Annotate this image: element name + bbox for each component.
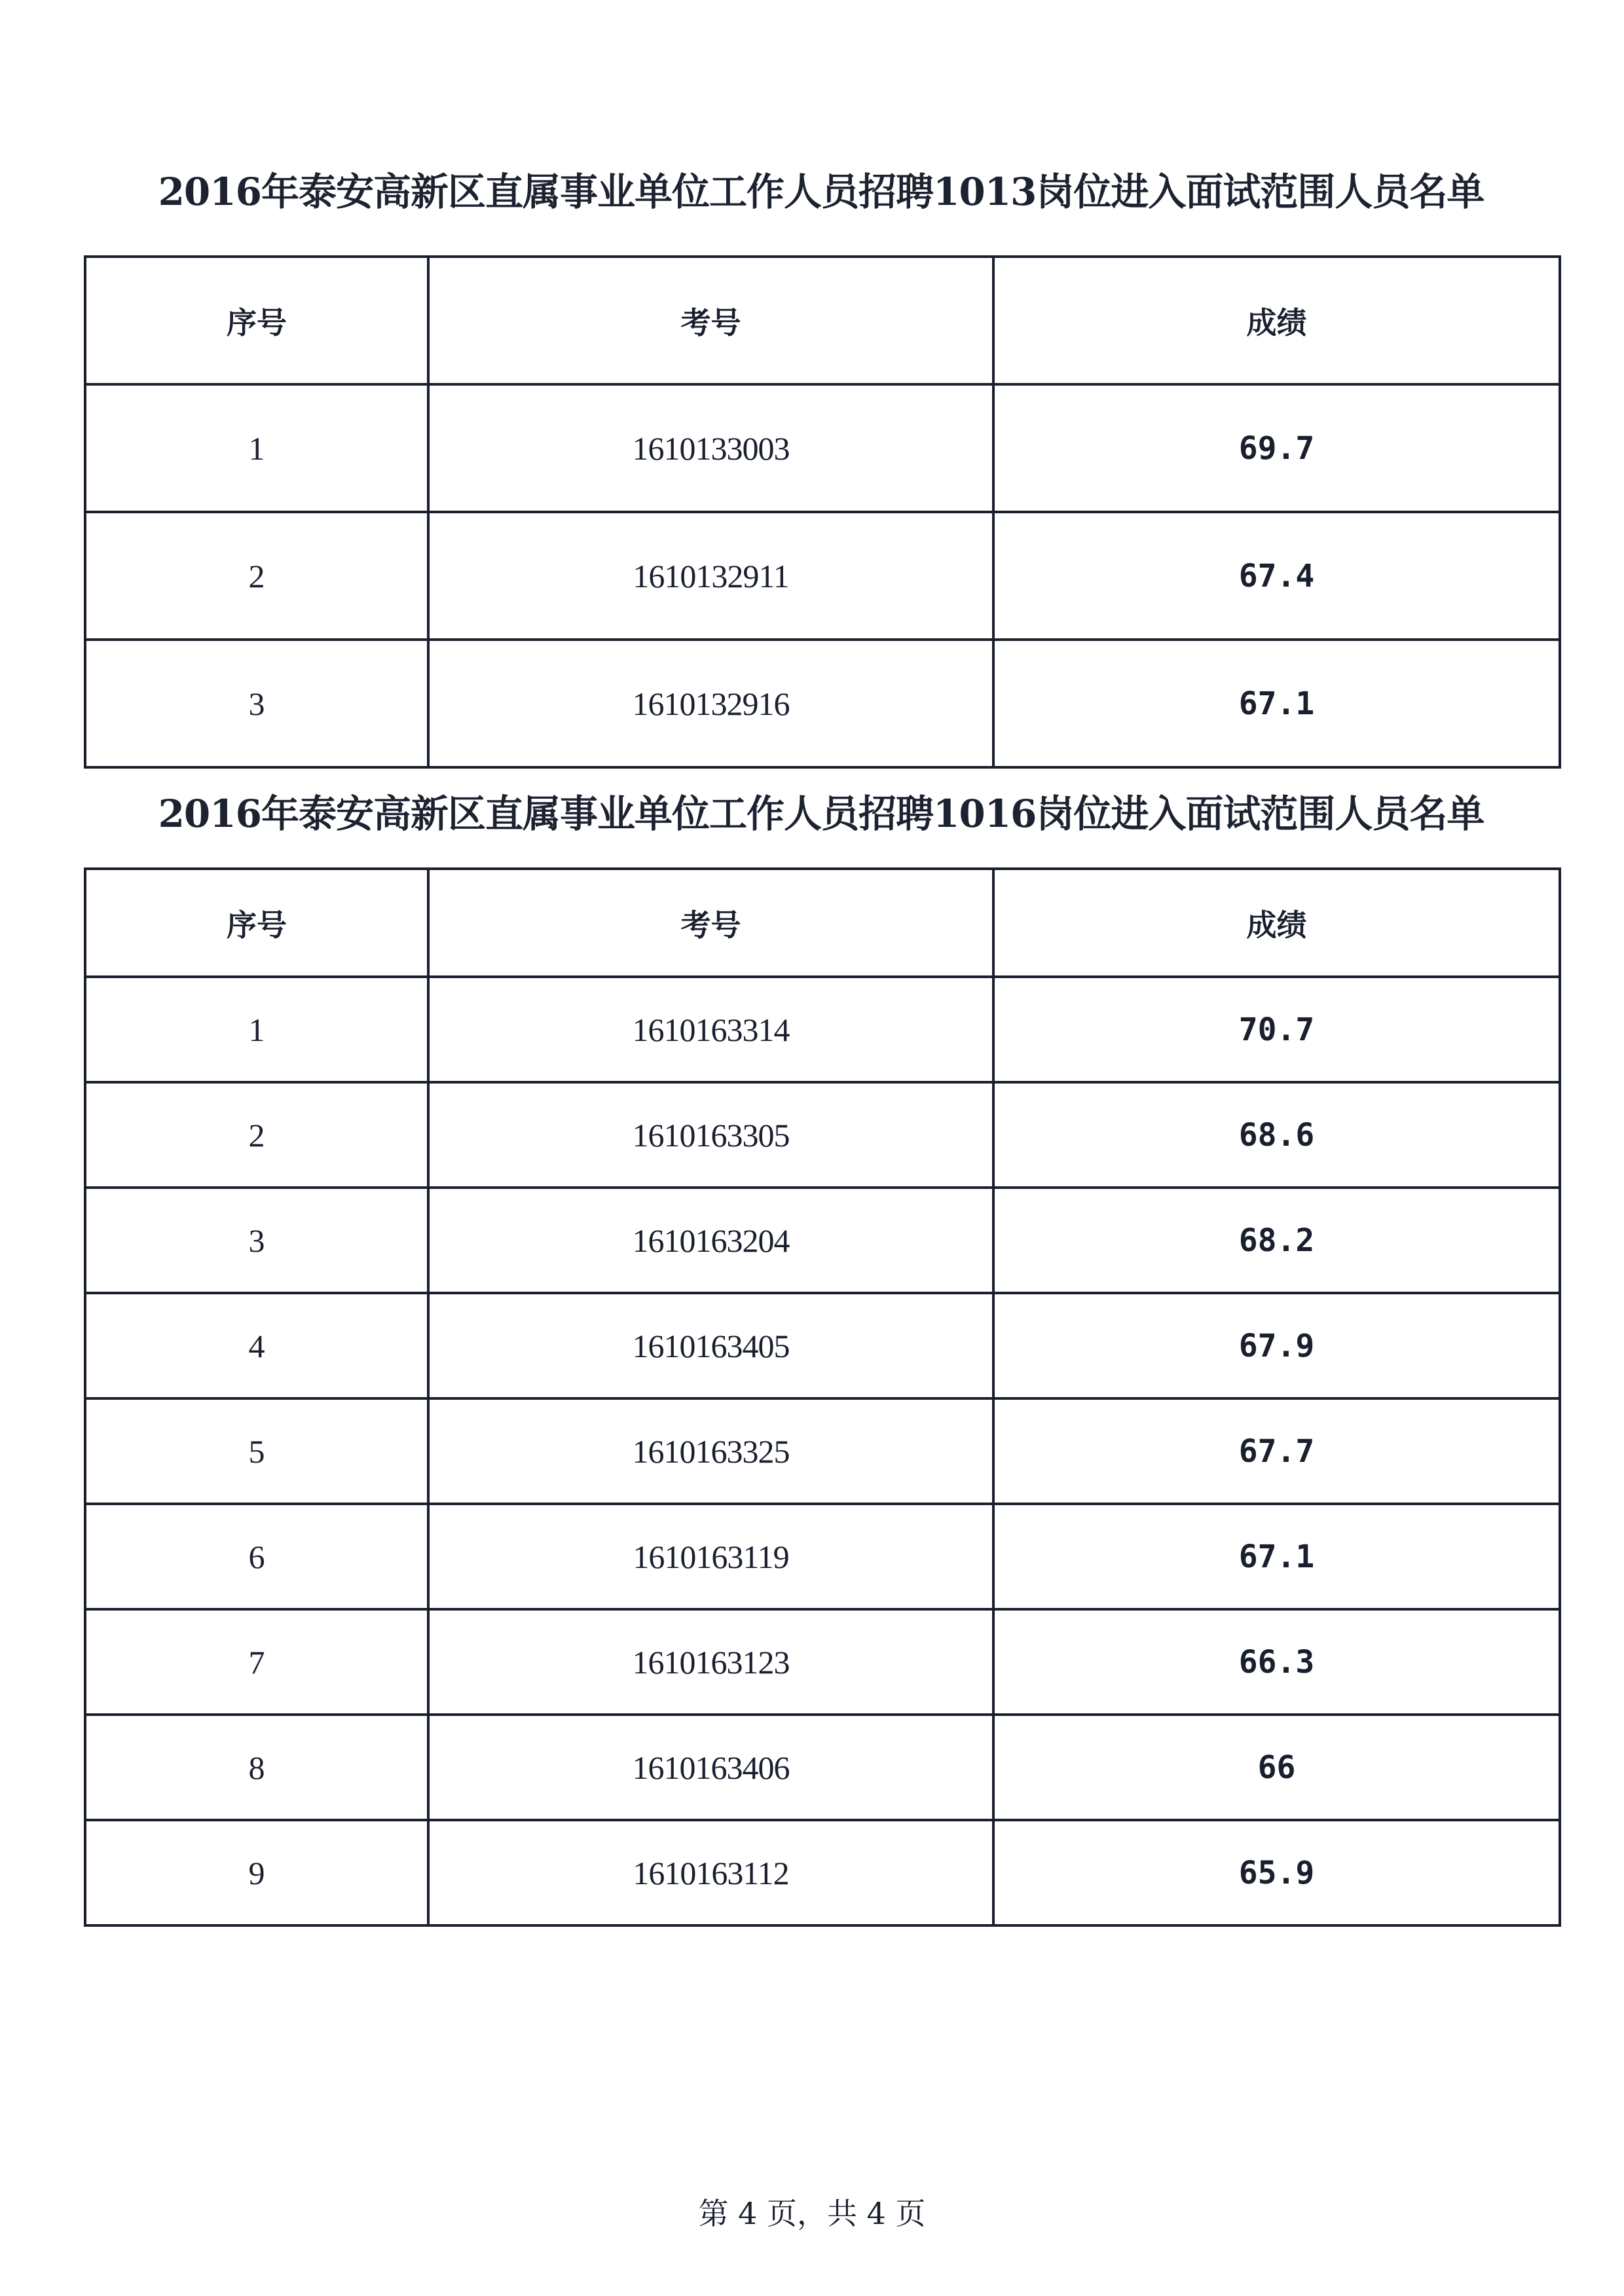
table-row bbox=[85, 1504, 1560, 1609]
section-title-1013: 2016年泰安高新区直属事业单位工作人员招聘1013岗位进入面试范围人员名单 bbox=[158, 170, 1485, 214]
table-header-row bbox=[85, 257, 1560, 384]
header-score: 成绩 bbox=[993, 257, 1560, 384]
row-exam-id: 1610133003 bbox=[428, 384, 993, 512]
row-exam-id: 1610132911 bbox=[428, 512, 993, 640]
table-row bbox=[85, 1293, 1560, 1398]
row-exam-id: 1610163119 bbox=[428, 1504, 993, 1609]
row-index: 9 bbox=[85, 1820, 428, 1925]
header-score: 成绩 bbox=[993, 869, 1560, 977]
row-exam-id: 1610163405 bbox=[428, 1293, 993, 1398]
header-index: 序号 bbox=[85, 257, 428, 384]
page-number-footer: 第 4 页，共 4 页 bbox=[698, 2196, 926, 2231]
row-exam-id: 1610163314 bbox=[428, 977, 993, 1082]
table-row bbox=[85, 1715, 1560, 1820]
row-index: 3 bbox=[85, 640, 428, 767]
row-exam-id: 1610132916 bbox=[428, 640, 993, 767]
row-exam-id: 1610163123 bbox=[428, 1609, 993, 1715]
row-exam-id: 1610163112 bbox=[428, 1820, 993, 1925]
table-row bbox=[85, 1188, 1560, 1293]
header-index: 序号 bbox=[85, 869, 428, 977]
row-score: 66 bbox=[993, 1715, 1560, 1820]
section-title-1016: 2016年泰安高新区直属事业单位工作人员招聘1016岗位进入面试范围人员名单 bbox=[158, 792, 1485, 836]
table-row bbox=[85, 1082, 1560, 1188]
row-index: 6 bbox=[85, 1504, 428, 1609]
results-table-1016 bbox=[84, 867, 1561, 1927]
results-table-1013 bbox=[84, 255, 1561, 769]
row-score: 68.2 bbox=[993, 1188, 1560, 1293]
table-header-row bbox=[85, 869, 1560, 977]
row-score: 68.6 bbox=[993, 1082, 1560, 1188]
row-score: 67.7 bbox=[993, 1398, 1560, 1504]
row-exam-id: 1610163204 bbox=[428, 1188, 993, 1293]
row-score: 67.1 bbox=[993, 1504, 1560, 1609]
row-score: 66.3 bbox=[993, 1609, 1560, 1715]
row-score: 69.7 bbox=[993, 384, 1560, 512]
row-exam-id: 1610163325 bbox=[428, 1398, 993, 1504]
table-row bbox=[85, 512, 1560, 640]
table-row bbox=[85, 384, 1560, 512]
row-index: 3 bbox=[85, 1188, 428, 1293]
row-score: 67.4 bbox=[993, 512, 1560, 640]
row-index: 1 bbox=[85, 977, 428, 1082]
row-score: 70.7 bbox=[993, 977, 1560, 1082]
row-index: 7 bbox=[85, 1609, 428, 1715]
row-score: 67.9 bbox=[993, 1293, 1560, 1398]
row-index: 8 bbox=[85, 1715, 428, 1820]
row-index: 2 bbox=[85, 1082, 428, 1188]
row-index: 4 bbox=[85, 1293, 428, 1398]
header-exam-id: 考号 bbox=[428, 257, 993, 384]
row-exam-id: 1610163305 bbox=[428, 1082, 993, 1188]
table-row bbox=[85, 977, 1560, 1082]
header-exam-id: 考号 bbox=[428, 869, 993, 977]
row-index: 5 bbox=[85, 1398, 428, 1504]
row-exam-id: 1610163406 bbox=[428, 1715, 993, 1820]
table-row bbox=[85, 640, 1560, 767]
table-row bbox=[85, 1609, 1560, 1715]
table-row bbox=[85, 1398, 1560, 1504]
row-score: 67.1 bbox=[993, 640, 1560, 767]
row-index: 2 bbox=[85, 512, 428, 640]
table-row bbox=[85, 1820, 1560, 1925]
row-score: 65.9 bbox=[993, 1820, 1560, 1925]
row-index: 1 bbox=[85, 384, 428, 512]
